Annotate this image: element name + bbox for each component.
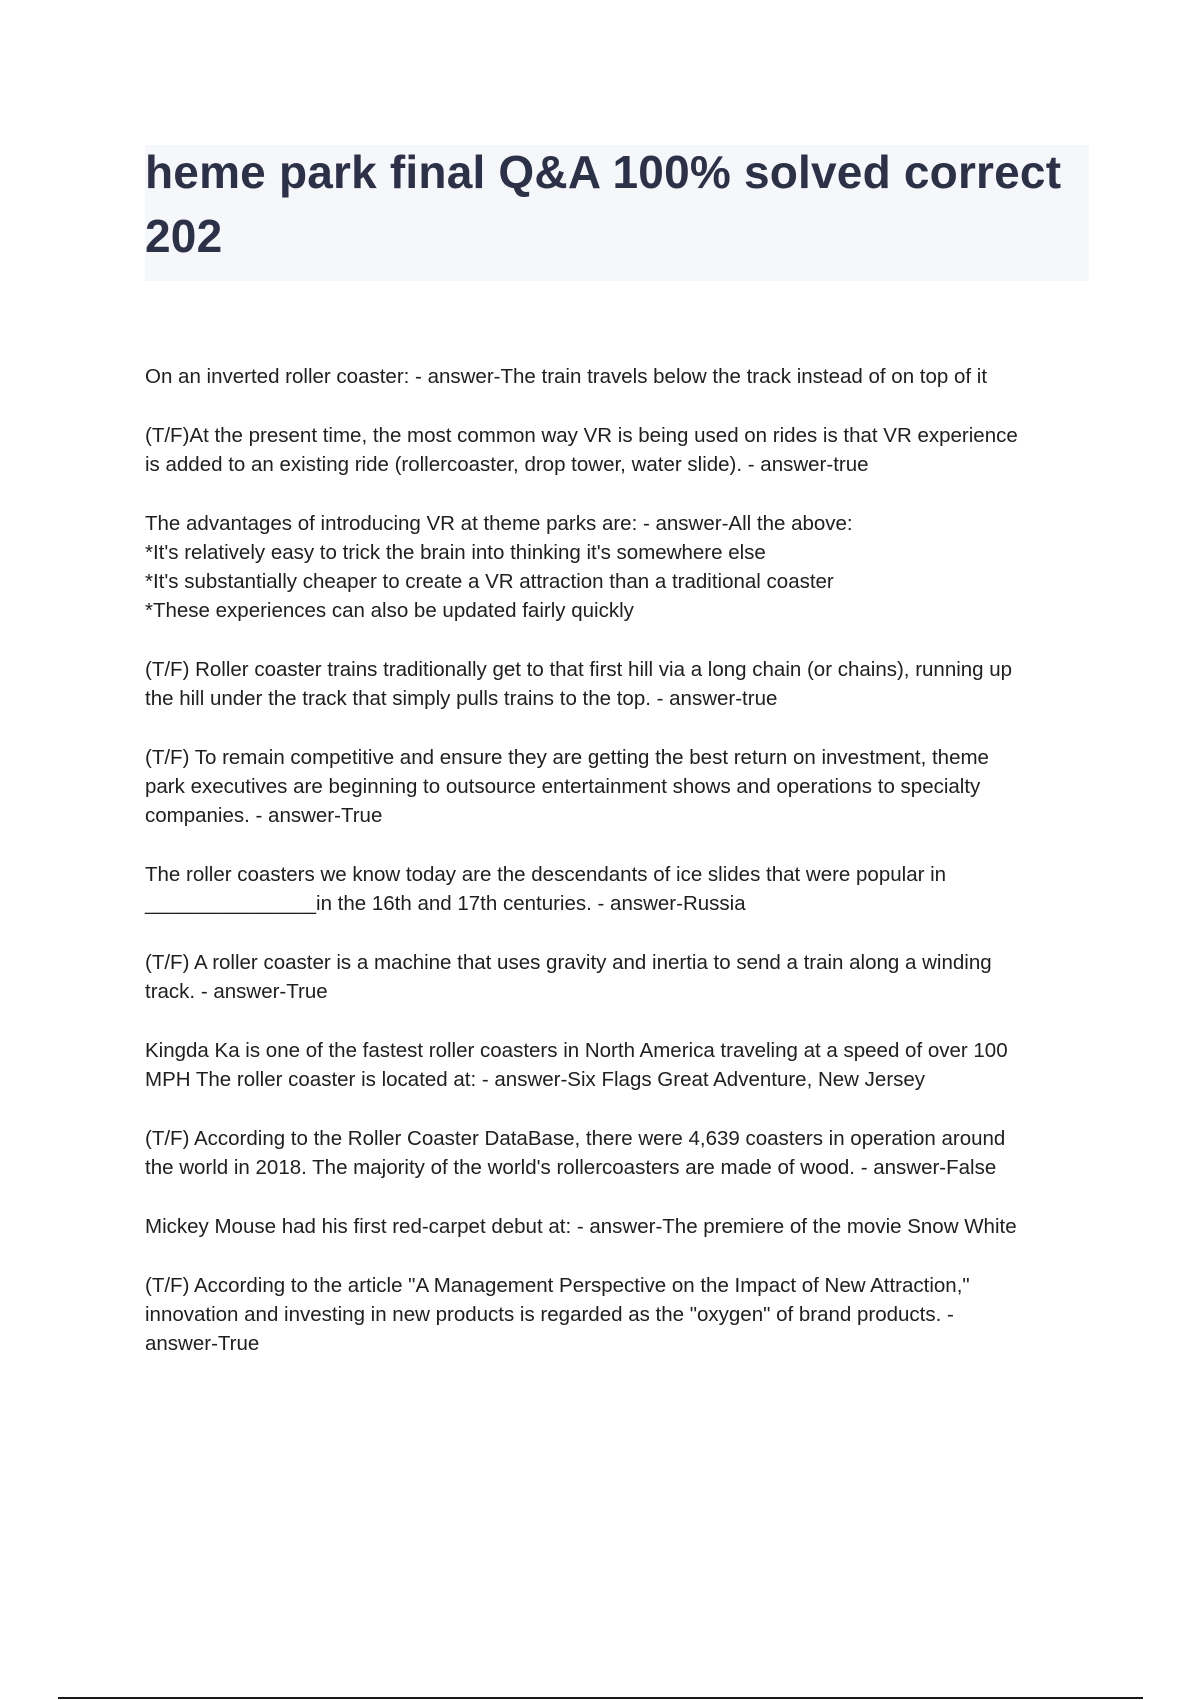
qa-text-line: (T/F)At the present time, the most common way VR is being used on rides is that VR experience	[145, 424, 1018, 447]
qa-item	[145, 509, 1100, 625]
qa-item	[145, 1212, 1100, 1241]
qa-text-line: On an inverted roller coaster: - answer-The train travels below the track instead of on top of it	[145, 365, 988, 388]
qa-text-line: answer-True	[145, 1332, 260, 1355]
qa-text-line: Mickey Mouse had his first red-carpet debut at: - answer-The premiere of the movie Snow White	[145, 1215, 1017, 1238]
qa-text-line: *These experiences can also be updated fairly quickly	[145, 599, 634, 622]
document-title-line-1: heme park final Q&A 100% solved correct	[145, 146, 1062, 198]
document-title	[145, 140, 1085, 268]
qa-text-line: innovation and investing in new products is regarded as the "oxygen" of brand products. -	[145, 1303, 954, 1326]
qa-text-line: *It's substantially cheaper to create a VR attraction than a traditional coaster	[145, 570, 834, 593]
qa-text-line: Kingda Ka is one of the fastest roller coasters in North America traveling at a speed of over 100	[145, 1039, 1008, 1062]
qa-text-line: companies. - answer-True	[145, 804, 383, 827]
qa-text-line: park executives are beginning to outsource entertainment shows and operations to specialty	[145, 775, 981, 798]
qa-text-line: (T/F) A roller coaster is a machine that uses gravity and inertia to send a train along a winding	[145, 951, 992, 974]
qa-text-line: (T/F) To remain competitive and ensure they are getting the best return on investment, theme	[145, 746, 989, 769]
qa-text-line: track. - answer-True	[145, 980, 328, 1003]
qa-text-line: the hill under the track that simply pulls trains to the top. - answer-true	[145, 687, 778, 710]
qa-text-line: (T/F) According to the article "A Management Perspective on the Impact of New Attraction,"	[145, 1274, 970, 1297]
qa-text-line: the world in 2018. The majority of the world's rollercoasters are made of wood. - answer-False	[145, 1156, 997, 1179]
qa-text-line: *It's relatively easy to trick the brain into thinking it's somewhere else	[145, 541, 766, 564]
qa-text-line: The advantages of introducing VR at theme parks are: - answer-All the above:	[145, 512, 853, 535]
qa-list	[145, 362, 1100, 1388]
qa-item	[145, 1036, 1100, 1094]
qa-item	[145, 948, 1100, 1006]
qa-item	[145, 1271, 1100, 1358]
footer-divider	[58, 1697, 1143, 1699]
qa-item	[145, 421, 1100, 479]
qa-text-line: (T/F) Roller coaster trains traditionally get to that first hill via a long chain (or chains), running up	[145, 658, 1013, 681]
qa-text-line: is added to an existing ride (rollercoaster, drop tower, water slide). - answer-true	[145, 453, 869, 476]
qa-item	[145, 743, 1100, 830]
qa-text-line: _______________in the 16th and 17th centuries. - answer-Russia	[145, 892, 746, 915]
qa-item	[145, 1124, 1100, 1182]
qa-item	[145, 655, 1100, 713]
qa-text-line: MPH The roller coaster is located at: - answer-Six Flags Great Adventure, New Jersey	[145, 1068, 926, 1091]
qa-text-line: The roller coasters we know today are the descendants of ice slides that were popular in	[145, 863, 947, 886]
document-title-line-2: 202	[145, 210, 223, 262]
qa-text-line: (T/F) According to the Roller Coaster DataBase, there were 4,639 coasters in operation around	[145, 1127, 1006, 1150]
qa-item	[145, 362, 1100, 391]
qa-item	[145, 860, 1100, 918]
